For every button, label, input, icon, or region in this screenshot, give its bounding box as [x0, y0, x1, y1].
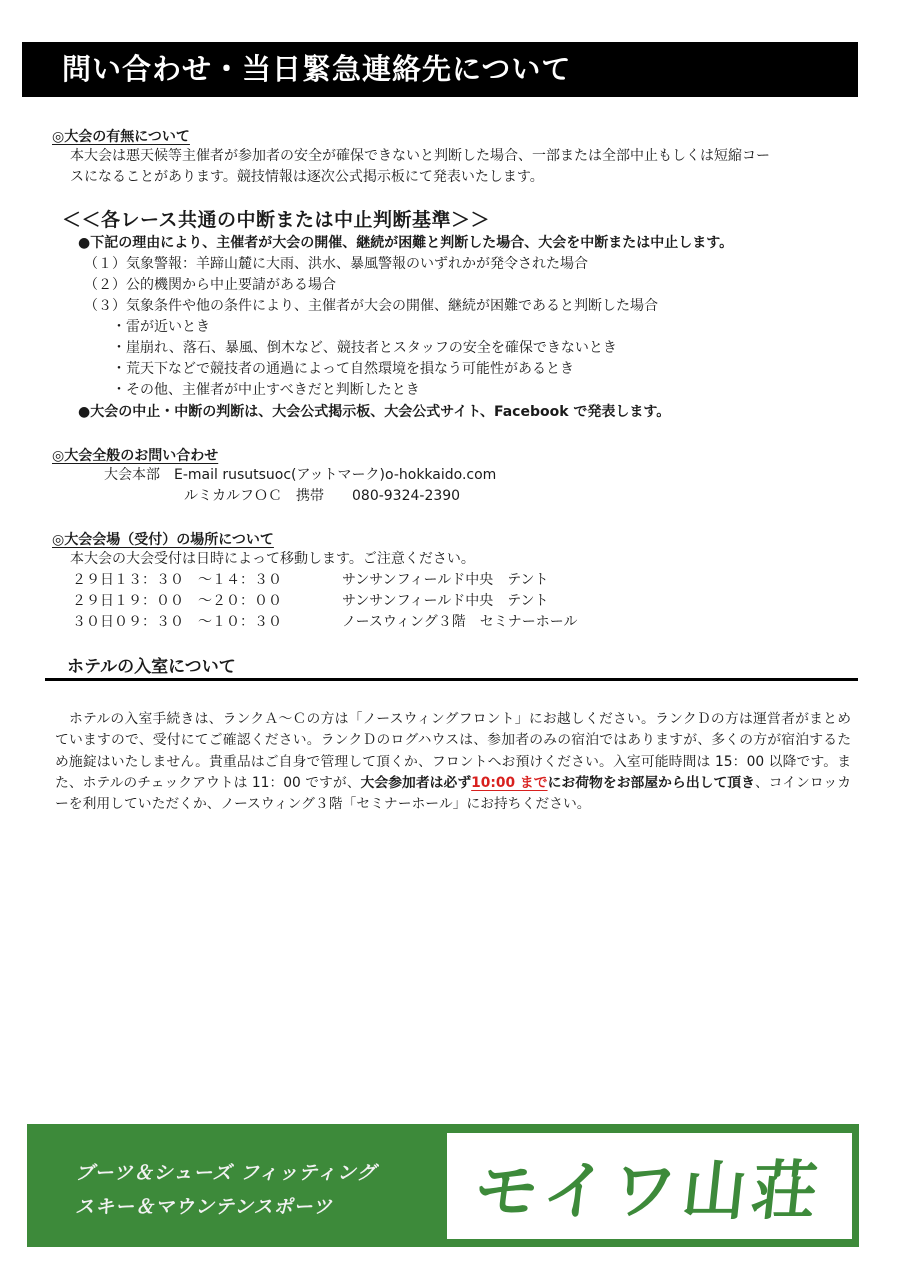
- page-title: 問い合わせ・当日緊急連絡先について: [22, 42, 858, 97]
- criteria-title: ＜＜各レース共通の中断または中止判断基準＞＞: [62, 209, 491, 231]
- section-heading-venue: ◎大会会場（受付）の場所について: [52, 532, 274, 548]
- banner-tagline-1: ブーツ＆シューズ フィッティング: [75, 1162, 377, 1184]
- criteria-subitem: ・荒天下などで競技者の通過によって自然環境を損なう可能性があるとき: [112, 361, 574, 377]
- criteria-subitem: ・その他、主催者が中止すべきだと判断したとき: [112, 382, 420, 398]
- hotel-section-header: [45, 652, 858, 681]
- criteria-intro: ●下記の理由により、主催者が大会の開催、継続が困難と判断した場合、大会を中断または中止します。: [78, 235, 734, 251]
- sponsor-logo-text: モイワ山荘: [470, 1155, 827, 1229]
- hotel-text-1: ホテルの入室手続きは、ランクＡ～Ｃの方は「ノースウィングフロント」にお越しください。ランクＤの方は運営者がまとめていますので、受付にてご確認ください。ランクＤのログハウスは、参加者のみの宿泊ではありますが、多くの方が宿泊するため施錠はいたしません。貴重品はご自身で管理して頂くか、フロントへお預けください。入室可能時間は 15：00 以降です。また、ホテルのチェックアウトは 11：00 ですが、: [55, 711, 851, 791]
- hotel-bold-2: にお荷物をお部屋から出して頂き: [547, 774, 755, 791]
- schedule-place: サンサンフィールド中央 テント: [342, 593, 549, 609]
- section-heading-contact: ◎大会全般のお問い合わせ: [52, 448, 219, 464]
- criteria-item: （３）気象条件や他の条件により、主催者が大会の開催、継続が困難であると判断した場合: [84, 298, 658, 314]
- schedule-time: ３０日０９：３０ ～１０：３０: [72, 614, 282, 630]
- hotel-deadline: 10:00 まで: [471, 774, 548, 791]
- event-status-line-2: スになることがあります。競技情報は逐次公式掲示板にて発表いたします。: [70, 169, 544, 185]
- hotel-heading: ホテルの入室について: [67, 657, 236, 677]
- hotel-text-2: 、コインロッカーを利用していただくか、ノースウィング３階「セミナーホール」にお持ちください。: [55, 774, 852, 813]
- contact-phone-line: ルミカルフＯＣ 携帯 080-9324-2390: [184, 488, 461, 504]
- contact-email-line: 大会本部 E-mail rusutsuoc(アットマーク)o-hokkaido.com: [104, 467, 497, 483]
- criteria-item: （１）気象警報：羊蹄山麓に大雨、洪水、暴風警報のいずれかが発令された場合: [84, 256, 588, 272]
- criteria-item: （２）公的機関から中止要請がある場合: [84, 277, 336, 293]
- schedule-place: サンサンフィールド中央 テント: [342, 572, 549, 588]
- criteria-subitem: ・崖崩れ、落石、暴風、倒木など、競技者とスタッフの安全を確保できないとき: [112, 340, 617, 356]
- schedule-time: ２９日１３：３０ ～１４：３０: [72, 572, 282, 588]
- hotel-paragraph: [55, 709, 851, 815]
- event-status-line-1: 本大会は悪天候等主催者が参加者の安全が確保できないと判断した場合、一部または全部中止もしくは短縮コー: [70, 148, 770, 164]
- banner-tagline-2: スキー＆マウンテンスポーツ: [75, 1196, 333, 1218]
- schedule-place: ノースウィング３階 セミナーホール: [342, 614, 578, 630]
- schedule-time: ２９日１９：００ ～２０：００: [72, 593, 282, 609]
- venue-intro: 本大会の大会受付は日時によって移動します。ご注意ください。: [70, 551, 475, 567]
- hotel-bold-1: 大会参加者は必ず: [360, 774, 472, 791]
- sponsor-logo: [447, 1133, 852, 1239]
- section-heading-event-status: ◎大会の有無について: [52, 129, 190, 145]
- criteria-subitem: ・雷が近いとき: [112, 319, 210, 335]
- criteria-footer: ●大会の中止・中断の判断は、大会公式掲示板、大会公式サイト、Facebook で発表します。: [78, 404, 671, 420]
- sponsor-banner: [27, 1124, 859, 1247]
